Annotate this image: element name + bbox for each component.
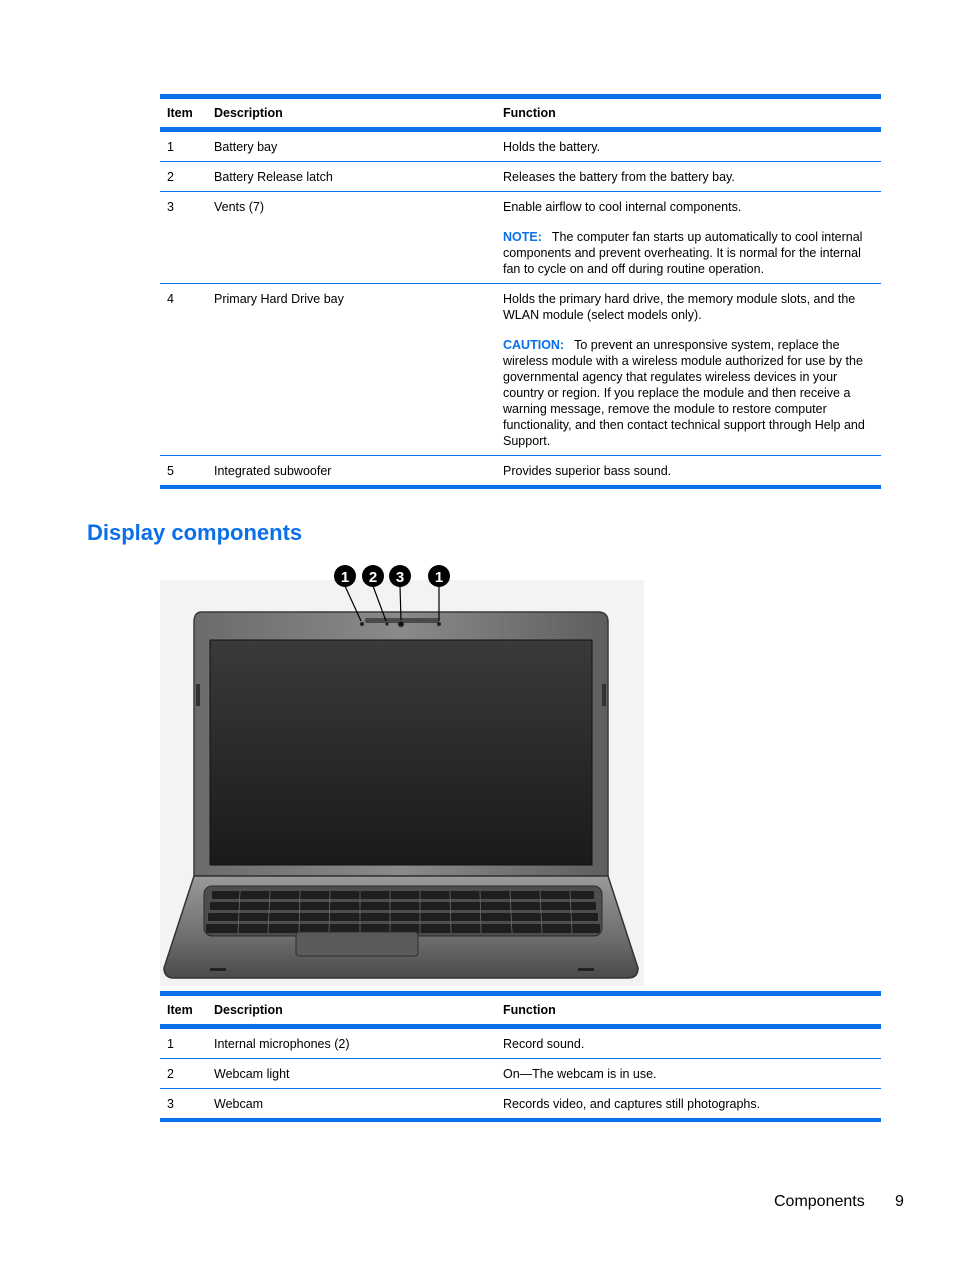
caution-text: To prevent an unresponsive system, replace the wireless module with a wireless module authorized for use by the governmental agency that regulates wireless devices in your country or region. If you replace the module and then receive a warning message, remove the module to restore computer functionality, and then contact technical support through Help and Support. (503, 338, 865, 448)
header-description: Description (214, 1003, 283, 1017)
caution-label: CAUTION: (503, 338, 565, 352)
table-bottom-rule (160, 1118, 881, 1122)
page-number: 9 (895, 1193, 904, 1210)
table-bottom-rule (160, 485, 881, 489)
header-description: Description (214, 106, 283, 120)
row-item: 3 (167, 200, 174, 214)
row-item: 1 (167, 1037, 174, 1051)
hinge-right (602, 684, 606, 706)
table-row (160, 1089, 881, 1118)
row-description: Primary Hard Drive bay (214, 292, 344, 306)
row-function (496, 284, 881, 455)
row-function: Record sound. (503, 1037, 585, 1051)
row-description: Webcam light (214, 1067, 290, 1081)
row-description: Vents (7) (214, 200, 265, 214)
touchpad (296, 932, 418, 956)
row-item: 4 (167, 292, 174, 306)
callout-number: 2 (368, 569, 378, 586)
callout-number: 1 (340, 569, 350, 586)
header-item: Item (167, 106, 193, 120)
display-screen (210, 640, 592, 865)
function-text: Enable airflow to cool internal components. (503, 200, 742, 214)
callout-number: 3 (395, 569, 405, 586)
table-row (160, 284, 881, 456)
row-description: Internal microphones (2) (214, 1037, 350, 1051)
microphone-left-icon (360, 622, 364, 626)
footer-section: Components (774, 1193, 865, 1210)
row-item: 2 (167, 1067, 174, 1081)
webcam-light-icon (385, 622, 388, 625)
row-function: Holds the battery. (503, 140, 601, 154)
display-components-table (160, 991, 881, 1122)
row-description: Integrated subwoofer (214, 464, 332, 478)
section-title: Display components (87, 520, 303, 545)
table-row (160, 1059, 881, 1089)
row-function: Records video, and captures still photographs. (503, 1097, 761, 1111)
header-function: Function (503, 1003, 556, 1017)
laptop-illustration (160, 558, 644, 986)
components-table (160, 94, 881, 489)
row-description: Battery bay (214, 140, 278, 154)
hinge-left (196, 684, 200, 706)
function-text: Holds the primary hard drive, the memory module slots, and the WLAN module (select models only). (503, 292, 856, 322)
caution-block (503, 337, 877, 449)
row-item: 5 (167, 464, 174, 478)
header-function: Function (503, 106, 556, 120)
note-label: NOTE: (503, 230, 542, 244)
table-header (160, 996, 881, 1024)
row-function (496, 192, 881, 283)
row-function: Provides superior bass sound. (503, 464, 672, 478)
microphone-right-icon (437, 622, 441, 626)
row-function: Releases the battery from the battery bay. (503, 170, 735, 184)
note-block (503, 229, 877, 277)
row-item: 1 (167, 140, 174, 154)
front-vent-right (578, 968, 594, 971)
row-description: Webcam (214, 1097, 264, 1111)
row-item: 2 (167, 170, 174, 184)
table-header (160, 99, 881, 127)
front-vent-left (210, 968, 226, 971)
table-row (160, 1029, 881, 1059)
callout-number: 1 (434, 569, 444, 586)
row-description: Battery Release latch (214, 170, 333, 184)
table-row (160, 192, 881, 284)
webcam-icon (398, 621, 404, 627)
row-function: On—The webcam is in use. (503, 1067, 657, 1081)
table-row (160, 162, 881, 192)
header-item: Item (167, 1003, 193, 1017)
note-text: The computer fan starts up automatically to cool internal components and prevent overheating. It is normal for the internal fan to cycle on and off during routine operation. (503, 230, 863, 276)
row-item: 3 (167, 1097, 174, 1111)
table-row (160, 456, 881, 485)
laptop-figure (160, 558, 644, 986)
table-row (160, 132, 881, 162)
